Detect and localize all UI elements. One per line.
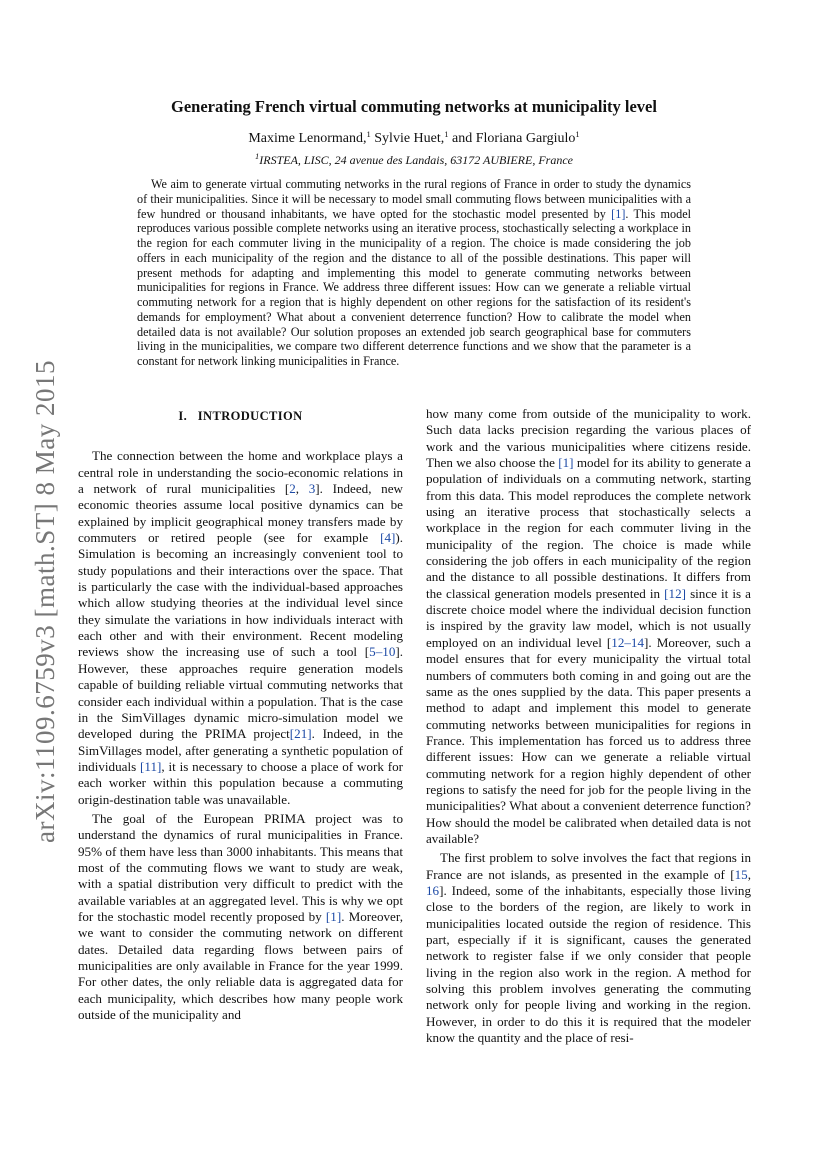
citation-link[interactable]: [1] [611,206,626,221]
author-name: and Floriana Gargiulo [452,131,576,146]
author-name: Sylvie Huet, [374,131,445,146]
author-affiliation-mark: 1 [444,129,449,139]
arxiv-identifier [20,356,70,846]
citation-link[interactable]: [12] [664,585,686,601]
affiliation-mark: 1 [255,151,260,161]
citation-link[interactable]: [21] [289,726,312,742]
author-affiliation [80,153,748,168]
citation-link[interactable]: 2 [289,481,296,497]
paper-title: Generating French virtual commuting networks at municipality level [171,97,657,116]
abstract: We aim to generate virtual commuting networks in the rural regions of France in order to study the dynamics of their municipalities. Since it will be necessary to model small commuting flows between municipalities with a few hundred or thousand inhabitants, we have opted for the stochastic model presented by [1]. This model reproduces various possible complete networks using an iterative process, stochastically selecting a workplace in the region for each commuter living in the municipality of a region. The choice is made considering the job offers in each municipality of the region and the distance to all of the possible destinations. This paper will present methods for adapting and implementing this model to generate commuting networks between municipalities for regions in France. We address three different issues: How can we generate a reliable virtual commuting network for a region that is highly dependent on other regions for the satisfaction of its resident's demands for employment? What about a convenient deterrence function? How to calibrate the model when detailed data is not available? Our solution proposes an extended job search geographical base for commuters living in the municipalities, we compare two different deterrence functions and we show that the parameter is a constant for network linking municipalities in France. [137,177,691,368]
body-paragraph: how many come from outside of the municipality to work. Such data lacks precision regarding the various places of work and the various municipalities where citizens reside. Then we also choose the [1] model for its ability to generate a population of individuals on a commuting network, starting from this data. This model reproduces the complete network using an iterative process that stochastically selects a workplace in the region for each commuter living in the municipality of the region. The choice is made while considering the job offers in each municipality of the region and the distance to all possible destinations. It differs from the classical generation models presented in [12] since it is a discrete choice model where the individual decision function is inspired by the gravity law model, which is not usually employed on an individual level [12–14]. Moreover, such a model ensures that for every municipality the virtual total numbers of commuters both coming in and going out are the same as the ones supplied by the data. This paper presents a method to adapt and implement this model to generate commuting networks between municipalities for regions in France. This implementation has forced us to address three different issues: How can we generate a reliable virtual commuting network for a region highly dependent of other regions to satisfy the need for job for the people living in the municipalities? What about a convenient deterrence function? How should the model be calibrated when detailed data is not available? [426,406,751,846]
section-title: INTRODUCTION [197,409,303,423]
author-affiliation-mark: 1 [575,129,580,139]
citation-link[interactable]: 12–14 [611,634,644,650]
citation-link[interactable]: [1] [558,455,574,471]
citation-link[interactable]: [1] [325,908,342,924]
citation-link[interactable]: [11] [140,758,162,774]
citation-link[interactable]: 5–10 [369,644,396,660]
body-paragraph: The connection between the home and workplace plays a central role in understanding the socio-economic relations in a network of rural municipalities [2, 3]. Indeed, new economic theories assume local positive dynamics can be explained by implicit geographical money transfers made by commuters or retired people (see for example [4]). Simulation is becoming an increasingly convenient tool to study populations and their interactions over the space. That is particularly the case with the individual-based approaches which allow studying theories at the individual level since they simulate the variations in how individuals interact with each other and with their environment. Recent modeling reviews show the increasing use of such a tool [5–10]. However, these approaches require generation models capable of building reliable virtual commuting networks that consider each individual within a population. That is the case in the SimVillages dynamic micro-simulation model we developed during the PRIMA project[21]. Indeed, in the SimVillages model, after generating a synthetic population of individuals [11], it is necessary to choose a place of work for each worker within this population because a commuting origin-destination table was unavailable. [78,448,403,807]
arxiv-identifier-text: arXiv:1109.6759v3 [math.ST] 8 May 2015 [29,359,60,843]
citation-link[interactable]: [4] [380,530,396,546]
citation-link[interactable]: 16 [426,882,440,898]
affiliation-text: IRSTEA, LISC, 24 avenue des Landais, 63172 AUBIERE, France [259,153,573,167]
left-column [78,406,403,1023]
section-heading [78,408,403,424]
citation-link[interactable]: 3 [308,481,316,497]
body-paragraph: The first problem to solve involves the fact that regions in France are not islands, as presented in the example of [15, 16]. Indeed, some of the inhabitants, especially those living close to the borders of the region, are likely to work in municipalities located outside the region of residence. This part, especially if it is significant, causes the generated network to register false if we only consider that people living in the region also work in the region. A method for solving this problem involves generating the commuting network only for people living and working in the region. However, in order to do this it is required that the modeler know the quantity and the place of resi- [426,850,751,1046]
section-number: I. [178,409,188,423]
author-name: Maxime Lenormand, [248,131,367,146]
body-paragraph: The goal of the European PRIMA project was to understand the dynamics of rural municipalities in France. 95% of them have less than 3000 inhabitants. This means that most of the commuting flows we want to study are weak, with a spatial distribution very difficult to predict with the available variables at an aggregated level. This is why we opt for the stochastic model recently proposed by [1]. Moreover, we want to consider the commuting network on different dates. Detailed data regarding flows between pairs of municipalities are only available in France for the year 1999. For other dates, the only reliable data is aggregated data for each municipality, which describes how many people work outside of the municipality and [78,810,403,1023]
author-affiliation-mark: 1 [366,129,371,139]
citation-link[interactable]: 15 [734,866,748,882]
author-list [80,131,748,147]
right-column [426,406,751,1046]
